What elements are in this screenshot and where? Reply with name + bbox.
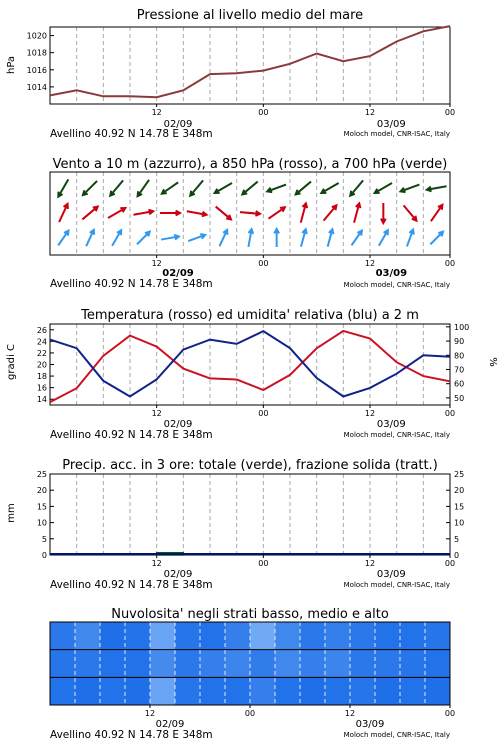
cloud-cover-title: Nuvolosita' negli strati basso, medio e alto	[111, 607, 389, 622]
cloud-cell	[325, 677, 351, 705]
cloud-cell	[200, 622, 226, 650]
cloud-cell	[175, 650, 201, 678]
humidity-line	[50, 331, 450, 396]
wind-10m-arrow	[248, 229, 253, 247]
x-tick-label: 00	[244, 709, 256, 718]
credit-label: Moloch model, CNR-ISAC, Italy	[343, 581, 450, 589]
arrow-shaft	[82, 207, 97, 220]
wind-700-arrow	[401, 185, 420, 193]
credit-label: Moloch model, CNR-ISAC, Italy	[343, 130, 450, 138]
pressure-plot-frame	[50, 27, 450, 104]
credit-label: Moloch model, CNR-ISAC, Italy	[343, 281, 450, 289]
x-tick-label: 00	[444, 259, 456, 268]
x-date-label: 03/09	[376, 419, 406, 430]
wind-850-arrow	[354, 203, 360, 222]
cloud-cell	[200, 650, 226, 678]
wind-10m-arrow	[301, 229, 307, 246]
precipitation-title: Precip. acc. in 3 ore: totale (verde), frazione solida (tratt.)	[62, 458, 438, 473]
arrow-shaft	[110, 180, 123, 195]
cloud-cell	[75, 677, 101, 705]
pressure-line	[50, 26, 450, 97]
arrow-shaft	[375, 183, 392, 193]
temperature-line	[50, 331, 450, 402]
credit-label: Moloch model, CNR-ISAC, Italy	[343, 731, 450, 739]
temperature-humidity-title: Temperatura (rosso) ed umidita' relativa (blu) a 2 m	[81, 308, 419, 323]
wind-850-arrow	[268, 207, 284, 218]
humidity-y-tick-label: 90	[454, 337, 465, 347]
cloud-cell	[250, 650, 276, 678]
wind-700-arrow	[321, 183, 338, 193]
x-tick-label: 12	[151, 409, 162, 418]
wind-700-arrow	[375, 183, 392, 193]
arrow-shaft	[268, 207, 284, 218]
arrow-shaft	[404, 205, 417, 220]
wind-850-arrow	[108, 208, 125, 218]
temperature-y-tick-label: 24	[36, 337, 47, 347]
arrow-shaft	[137, 232, 150, 245]
arrow-shaft	[162, 182, 178, 193]
wind-700-arrow	[190, 180, 203, 195]
wind-850-arrow	[301, 203, 307, 222]
cloud-cell	[325, 650, 351, 678]
wind-850-arrow	[404, 205, 417, 220]
precipitation-y-tick-label: 25	[36, 470, 47, 479]
cloud-cell	[425, 622, 451, 650]
precipitation-y-tick-label: 10	[36, 518, 47, 528]
wind-10m-arrow	[58, 231, 68, 246]
cloud-cell	[200, 677, 226, 705]
cloud-cell	[225, 677, 251, 705]
wind-700-arrow	[58, 179, 68, 196]
precipitation-y-tick-label: 20	[36, 486, 47, 496]
pressure-title: Pressione al livello medio del mare	[136, 8, 364, 23]
cloud-cell	[225, 650, 251, 678]
wind-10m-arrow	[379, 230, 388, 246]
cloud-cell	[350, 677, 376, 705]
wind-700-arrow	[350, 180, 363, 195]
cloud-cell	[300, 622, 326, 650]
wind-850-arrow	[431, 205, 442, 221]
arrow-shaft	[58, 179, 68, 196]
cloud-cell	[150, 650, 176, 678]
temperature-y-tick-label: 18	[36, 372, 47, 382]
x-tick-label: 12	[364, 409, 376, 418]
arrow-shaft	[430, 232, 443, 245]
cloud-cell	[250, 677, 276, 705]
cloud-cell	[300, 677, 326, 705]
cloud-cell	[100, 622, 126, 650]
arrow-shaft	[431, 205, 442, 221]
wind-850-arrow	[216, 207, 231, 220]
wind-700-arrow	[83, 181, 97, 195]
precipitation-plot-frame	[50, 474, 450, 555]
wind-title: Vento a 10 m (azzurro), a 850 hPa (rosso), a 700 hPa (verde)	[52, 157, 448, 172]
cloud-cell	[400, 677, 426, 705]
wind-10m-arrow	[328, 229, 334, 246]
wind-850-arrow	[240, 211, 260, 216]
pressure-y-tick-label: 1016	[26, 65, 47, 75]
arrow-shaft	[321, 183, 338, 193]
x-date-label: 02/09	[163, 569, 193, 580]
cloud-cell	[425, 650, 451, 678]
cloud-cell	[175, 677, 201, 705]
cloud-cell	[150, 622, 176, 650]
cloud-cell	[275, 677, 301, 705]
x-tick-label: 00	[258, 259, 269, 268]
arrow-shaft	[83, 181, 97, 195]
temperature-plot-frame	[50, 324, 450, 405]
cloud-cell	[125, 650, 151, 678]
x-tick-label: 12	[151, 559, 162, 568]
pressure-ylabel: hPa	[6, 55, 17, 75]
cloud-cell	[75, 622, 101, 650]
wind-850-arrow	[59, 204, 68, 222]
temperature-y-tick-label: 22	[36, 348, 47, 358]
precipitation-y-tick-label-right: 0	[454, 551, 460, 560]
wind-10m-arrow	[220, 230, 228, 246]
cloud-cell	[225, 622, 251, 650]
x-tick-label: 12	[344, 709, 356, 718]
cloud-cell	[275, 622, 301, 650]
x-tick-label: 12	[151, 108, 162, 117]
x-tick-label: 00	[444, 108, 456, 117]
arrow-shaft	[350, 180, 363, 195]
x-tick-label: 00	[444, 709, 456, 718]
wind-10m-arrow	[430, 232, 443, 245]
arrow-shaft	[216, 207, 231, 220]
precipitation-y-tick-label-right: 5	[454, 534, 460, 544]
humidity-y-tick-label: 60	[454, 379, 465, 389]
cloud-cell	[325, 622, 351, 650]
arrow-shaft	[242, 182, 257, 195]
wind-850-arrow	[381, 203, 386, 223]
precipitation-y-tick-label-right: 25	[454, 470, 465, 479]
cloud-cell	[375, 650, 401, 678]
wind-700-arrow	[242, 182, 257, 195]
temperature-ylabel: gradi C	[6, 344, 17, 380]
arrow-shaft	[352, 231, 362, 246]
x-tick-label: 12	[151, 259, 162, 268]
temperature-y-tick-label: 26	[36, 325, 47, 335]
wind-850-arrow	[187, 211, 207, 216]
wind-700-arrow	[427, 186, 447, 191]
x-tick-label: 00	[258, 108, 269, 117]
wind-850-arrow	[133, 210, 153, 215]
wind-10m-arrow	[112, 230, 121, 246]
arrow-shaft	[108, 208, 125, 218]
arrow-shaft	[324, 205, 337, 220]
wind-10m-arrow	[188, 234, 205, 241]
x-tick-label: 12	[364, 559, 376, 568]
credit-label: Moloch model, CNR-ISAC, Italy	[343, 431, 450, 439]
wind-850-arrow	[324, 205, 337, 220]
cloud-cell	[300, 650, 326, 678]
wind-700-arrow	[267, 185, 286, 193]
cloud-cell	[50, 677, 76, 705]
wind-10m-arrow	[274, 229, 279, 247]
cloud-cell	[350, 650, 376, 678]
cloud-cell	[275, 650, 301, 678]
precipitation-y-tick-label-right: 20	[454, 486, 465, 496]
x-tick-label: 00	[258, 409, 269, 418]
cloud-cell	[425, 677, 451, 705]
cloud-cell	[375, 622, 401, 650]
location-label: Avellino 40.92 N 14.78 E 348m	[50, 579, 213, 591]
x-date-label: 02/09	[163, 419, 193, 430]
cloud-cell	[400, 650, 426, 678]
x-tick-label: 00	[444, 409, 456, 418]
x-tick-label: 12	[364, 108, 376, 117]
x-tick-label: 00	[444, 559, 456, 568]
arrow-shaft	[215, 183, 232, 193]
x-date-label: 02/09	[162, 268, 194, 279]
temperature-y-tick-label: 16	[36, 383, 47, 393]
wind-700-arrow	[110, 180, 123, 195]
pressure-y-tick-label: 1014	[26, 82, 47, 92]
wind-700-arrow	[296, 182, 311, 195]
x-tick-label: 12	[364, 259, 376, 268]
wind-10m-arrow	[86, 230, 94, 246]
arrow-shaft	[379, 230, 388, 246]
cloud-cell	[150, 677, 176, 705]
cloud-cell	[250, 622, 276, 650]
arrow-shaft	[138, 180, 149, 196]
cloud-cell	[350, 622, 376, 650]
precipitation-y-tick-label-right: 15	[454, 502, 465, 512]
humidity-y-tick-label: 70	[454, 365, 465, 375]
wind-700-arrow	[215, 183, 232, 193]
cloud-cell	[50, 650, 76, 678]
cloud-cell	[100, 650, 126, 678]
x-date-label: 02/09	[163, 119, 193, 130]
wind-10m-arrow	[352, 231, 362, 246]
wind-10m-arrow	[407, 230, 414, 247]
precipitation-ylabel: mm	[6, 503, 17, 523]
x-date-label: 02/09	[155, 719, 185, 730]
humidity-y-tick-label: 80	[454, 351, 465, 361]
humidity-y-tick-label: 50	[454, 393, 465, 403]
arrow-shaft	[112, 230, 121, 246]
wind-10m-arrow	[137, 232, 150, 245]
wind-10m-arrow	[161, 235, 179, 240]
precipitation-y-tick-label: 15	[36, 502, 47, 512]
precipitation-y-tick-label-right: 10	[454, 518, 465, 528]
temperature-y-tick-label: 14	[36, 395, 47, 405]
arrow-shaft	[58, 231, 68, 246]
cloud-cell	[75, 650, 101, 678]
location-label: Avellino 40.92 N 14.78 E 348m	[50, 429, 213, 441]
arrow-shaft	[59, 204, 67, 222]
pressure-y-tick-label: 1018	[26, 48, 47, 58]
cloud-cell	[125, 622, 151, 650]
x-date-label: 03/09	[376, 569, 406, 580]
humidity-y-tick-label: 100	[454, 322, 470, 332]
pressure-y-tick-label: 1020	[26, 31, 47, 41]
cloud-cell	[400, 622, 426, 650]
x-date-label: 03/09	[355, 719, 385, 730]
cloud-cell	[50, 622, 76, 650]
wind-700-arrow	[138, 180, 149, 196]
cloud-cell	[175, 622, 201, 650]
location-label: Avellino 40.92 N 14.78 E 348m	[50, 729, 213, 741]
precipitation-y-tick-label: 5	[41, 534, 47, 544]
cloud-cell	[375, 677, 401, 705]
arrow-shaft	[296, 182, 311, 195]
location-label: Avellino 40.92 N 14.78 E 348m	[50, 128, 213, 140]
cloud-cell	[125, 677, 151, 705]
precipitation-y-tick-label: 0	[41, 551, 47, 560]
cloud-cell	[100, 677, 126, 705]
wind-700-arrow	[162, 182, 178, 193]
wind-850-arrow	[82, 207, 97, 220]
temperature-y-tick-label: 20	[36, 360, 47, 370]
x-tick-label: 12	[144, 709, 156, 718]
x-tick-label: 00	[258, 559, 269, 568]
x-date-label: 03/09	[375, 268, 408, 279]
humidity-ylabel: %	[487, 357, 498, 367]
wind-850-arrow	[160, 211, 180, 216]
x-date-label: 03/09	[376, 119, 406, 130]
location-label: Avellino 40.92 N 14.78 E 348m	[50, 278, 213, 290]
arrow-shaft	[190, 180, 203, 195]
